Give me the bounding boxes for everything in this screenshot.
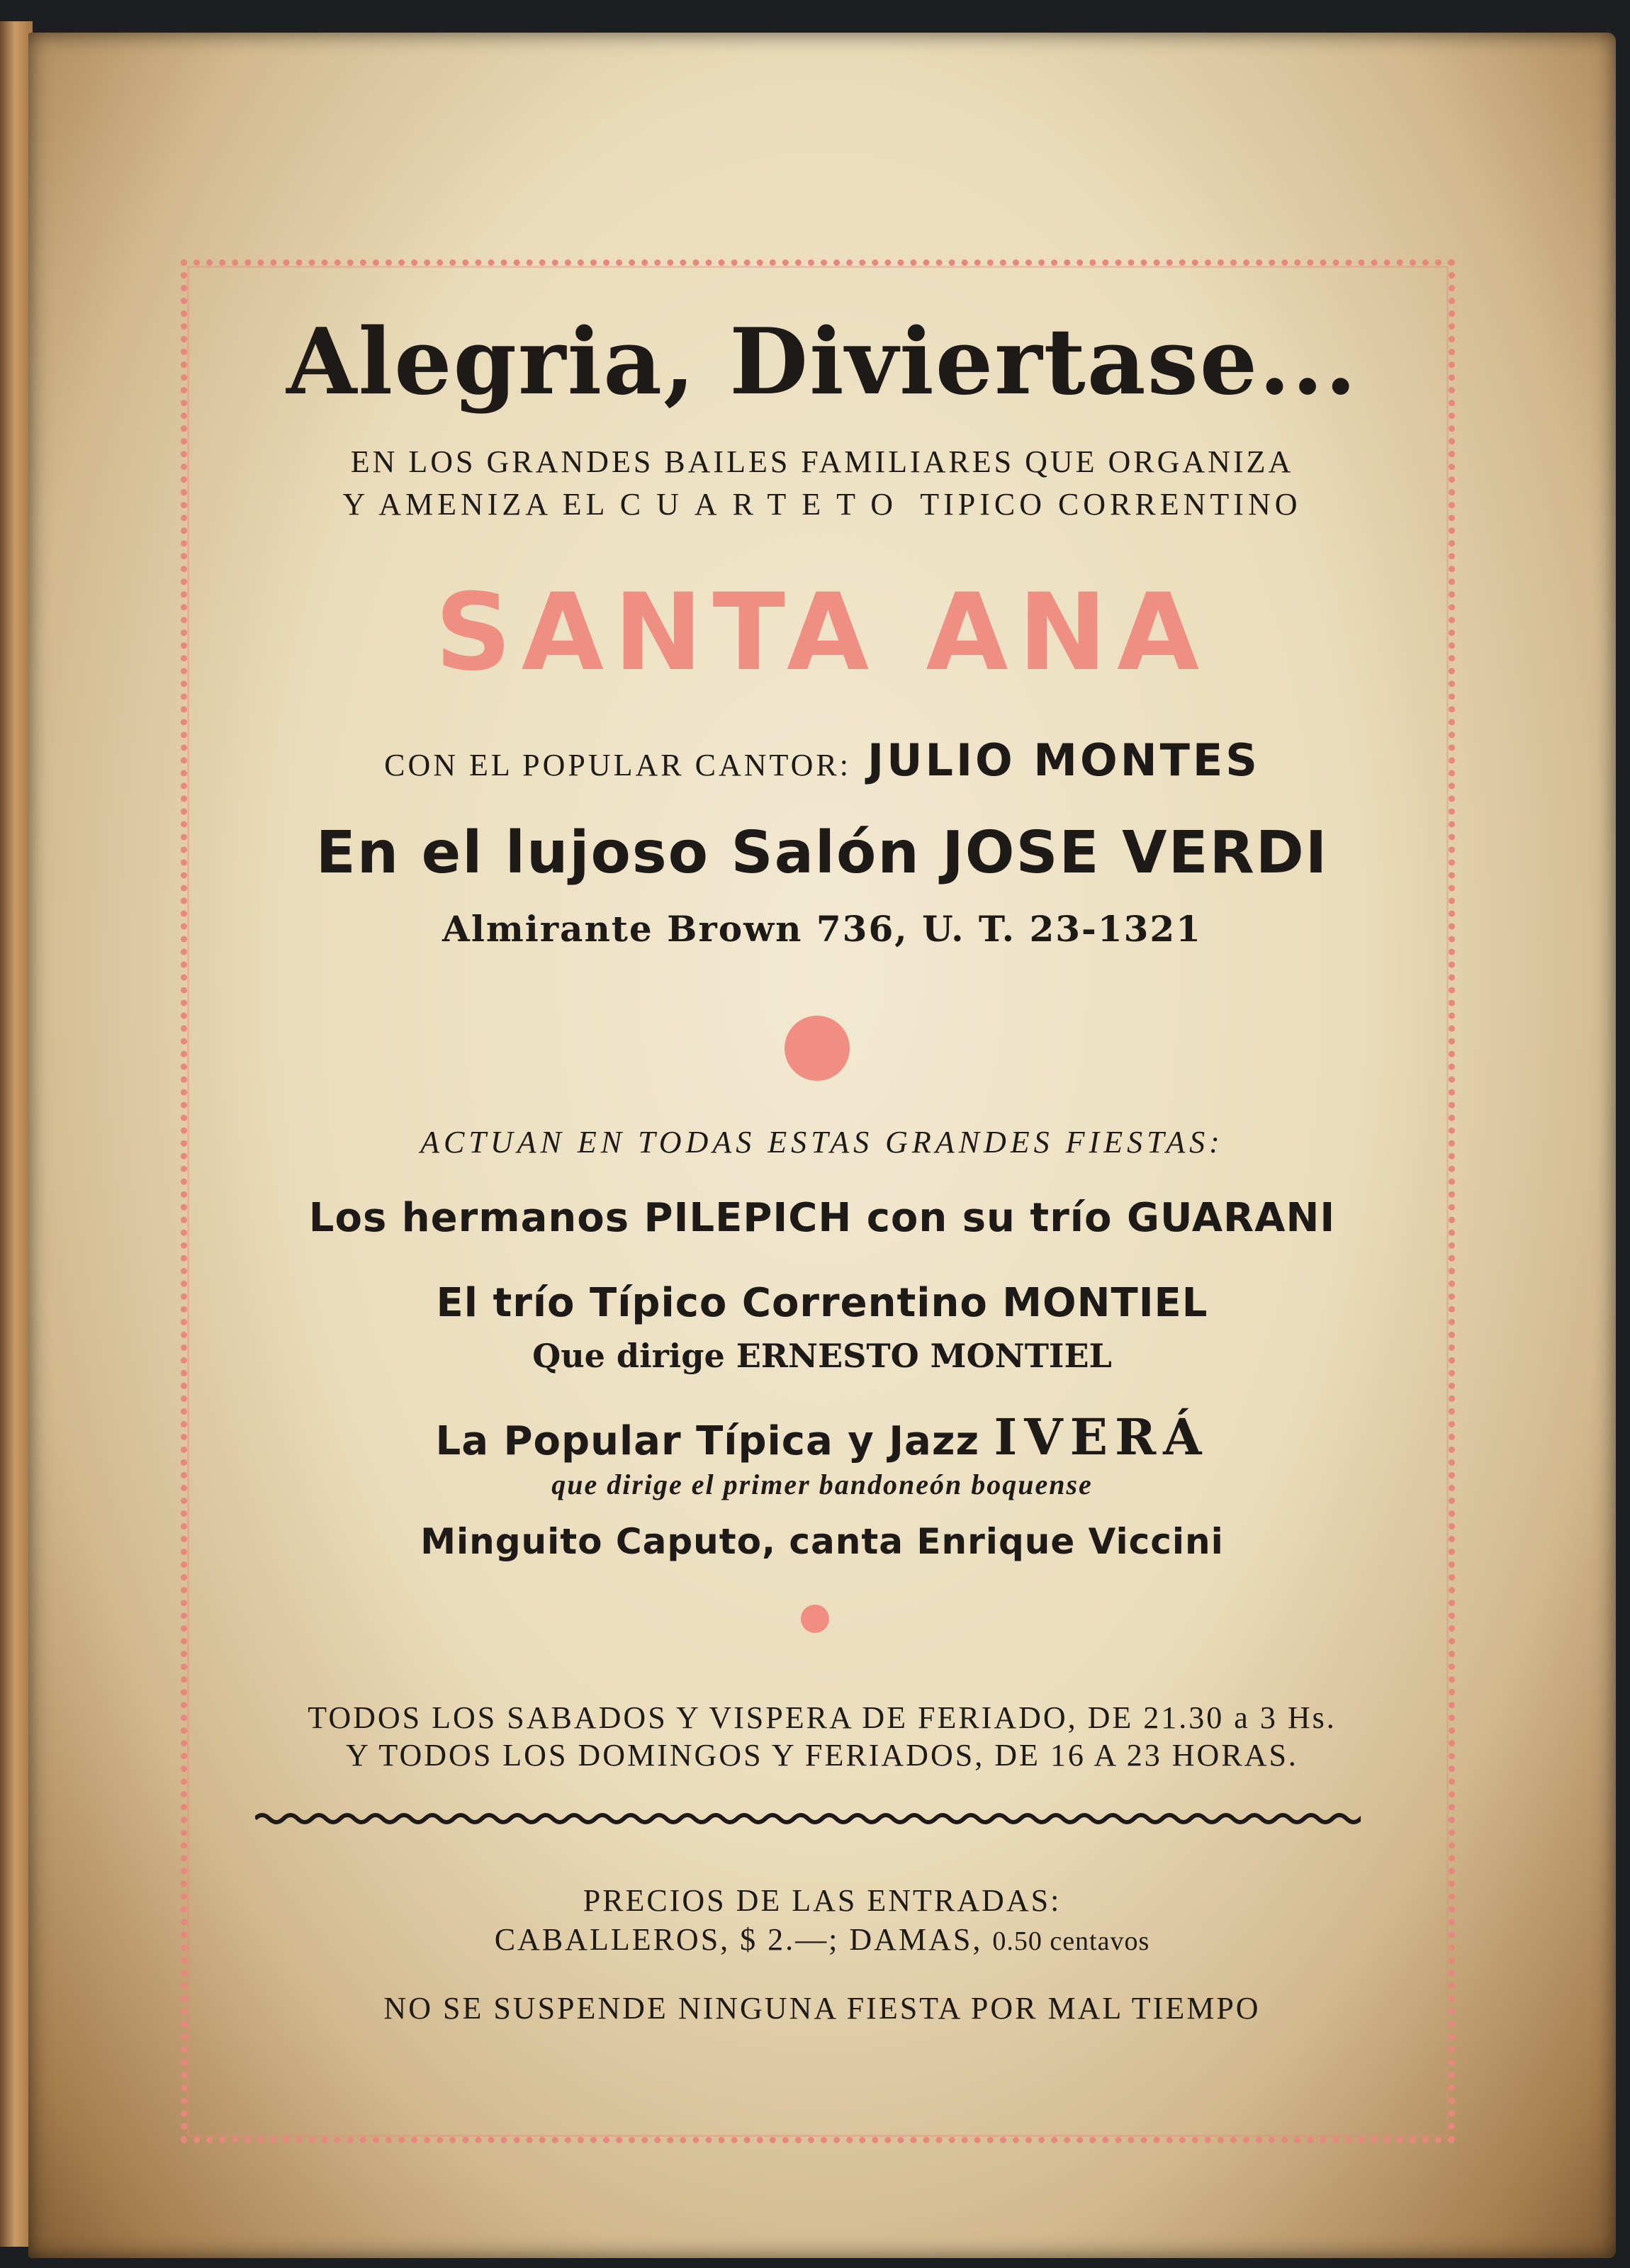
intro-line-2-spaced: CUARTETO xyxy=(619,487,909,522)
performer-caputo: Minguito Caputo, canta Enrique Viccini xyxy=(420,1521,1224,1562)
intro-line-2-prefix: Y AMENIZA EL xyxy=(342,487,608,522)
prices-heading: PRECIOS DE LAS ENTRADAS: xyxy=(583,1883,1062,1918)
intro-line-2-suffix: TIPICO CORRENTINO xyxy=(920,487,1302,522)
performer-ivera xyxy=(28,1408,1616,1466)
performer-ivera-name: IVERÁ xyxy=(994,1408,1209,1466)
intro-line-2 xyxy=(28,486,1616,522)
performer-ivera-prefix: La Popular Típica y Jazz xyxy=(435,1418,980,1464)
prices-tail: 0.50 centavos xyxy=(992,1926,1150,1956)
prices-main: CABALLEROS, $ 2.—; DAMAS, xyxy=(494,1922,983,1957)
performer-montiel: El trío Típico Correntino MONTIEL xyxy=(436,1280,1208,1326)
singer-name: JULIO MONTES xyxy=(867,734,1260,786)
prices-line xyxy=(28,1921,1616,1958)
headline: Alegria, Diviertase... xyxy=(286,309,1358,415)
venue-address: Almirante Brown 736, U. T. 23-1321 xyxy=(442,908,1202,950)
performers-heading: ACTUAN EN TODAS ESTAS GRANDES FIESTAS: xyxy=(420,1125,1224,1160)
small-dot-ornament xyxy=(801,1605,829,1633)
magazine-page xyxy=(28,33,1616,2258)
performer-ivera-director: que dirige el primer bandoneón boquense xyxy=(551,1469,1093,1500)
intro-line-1: EN LOS GRANDES BAILES FAMILIARES QUE ORGANIZA xyxy=(350,444,1294,479)
large-dot-ornament xyxy=(785,1016,850,1081)
performer-montiel-director: Que dirige ERNESTO MONTIEL xyxy=(532,1337,1112,1375)
singer-line xyxy=(28,734,1616,786)
weather-notice: NO SE SUSPENDE NINGUNA FIESTA POR MAL TIEMPO xyxy=(383,1991,1261,2026)
venue-line: En el lujoso Salón JOSE VERDI xyxy=(315,819,1329,887)
schedule-line-1: TODOS LOS SABADOS Y VISPERA DE FERIADO, DE 21.30 a 3 Hs. xyxy=(308,1700,1337,1735)
schedule-line-2: Y TODOS LOS DOMINGOS Y FERIADOS, DE 16 A 23 HORAS. xyxy=(346,1738,1298,1773)
singer-label: CON EL POPULAR CANTOR: xyxy=(384,748,851,782)
wavy-divider xyxy=(255,1810,1361,1827)
band-name: SANTA ANA xyxy=(434,571,1210,695)
performer-pilepich: Los hermanos PILEPICH con su trío GUARANI xyxy=(308,1195,1336,1241)
